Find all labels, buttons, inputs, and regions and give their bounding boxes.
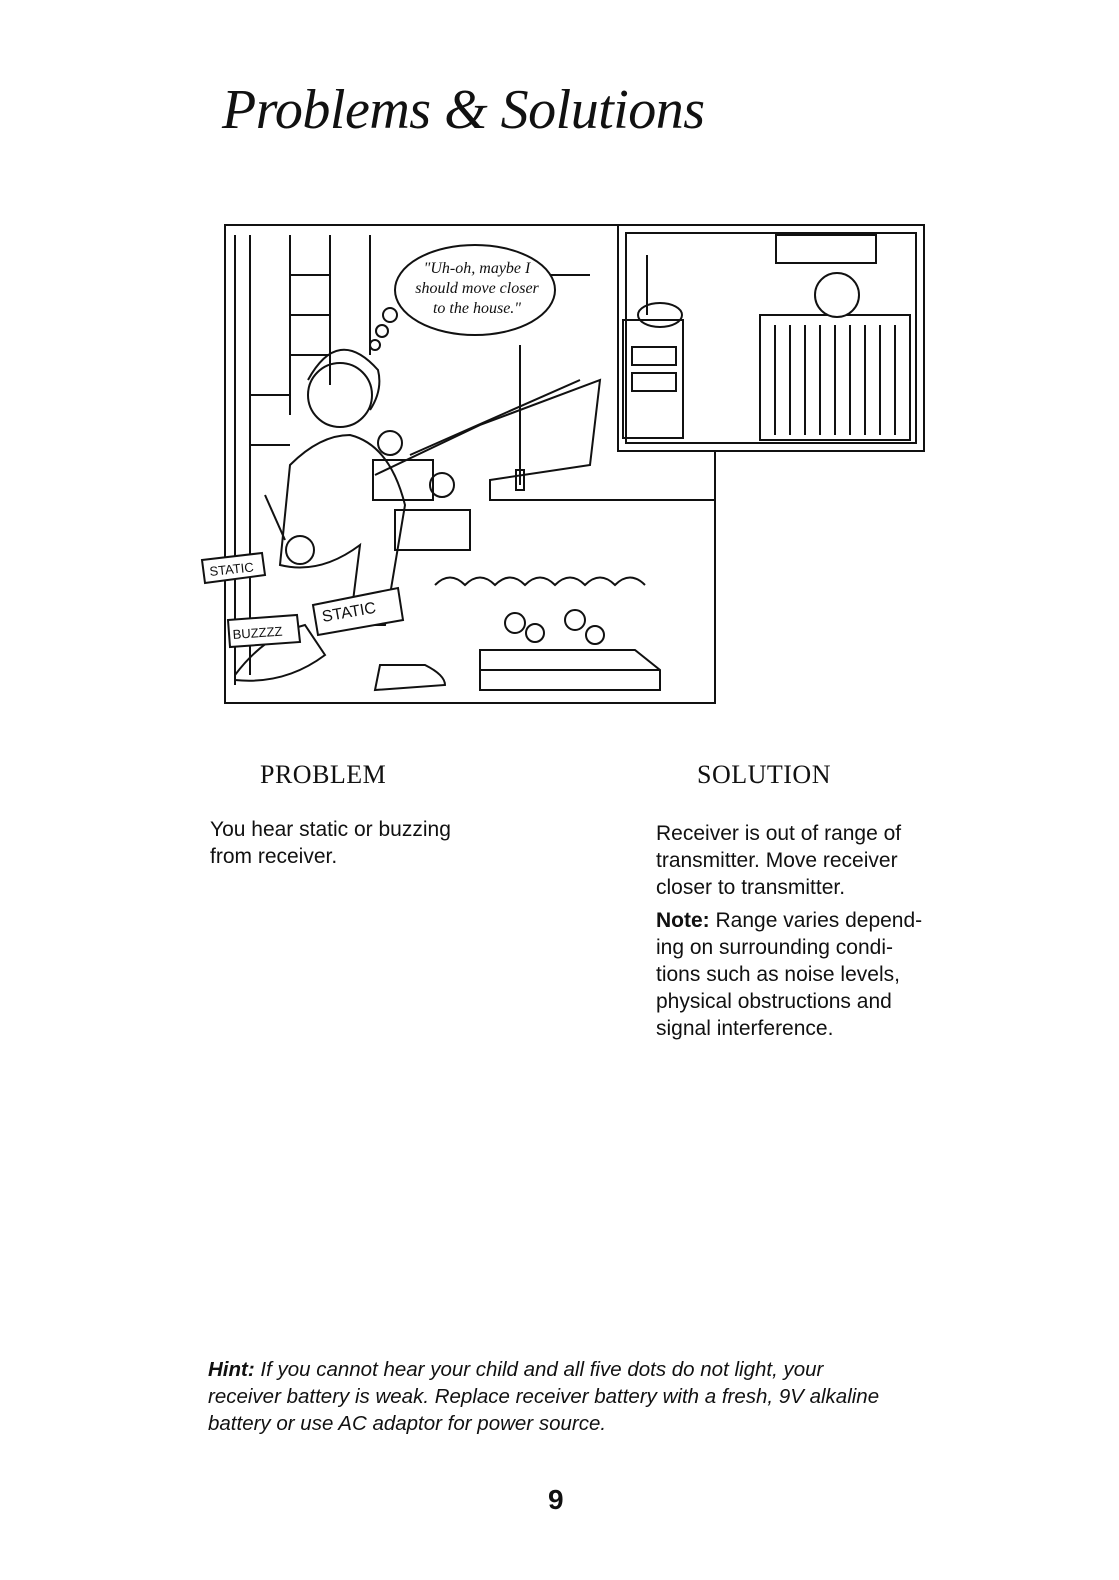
note-line: ing on surrounding condi- (656, 936, 893, 959)
problem-text (210, 816, 540, 870)
hint-line: battery or use AC adaptor for power source. (208, 1412, 607, 1435)
speech-line-2: should move closer (415, 280, 539, 297)
solution-line: Receiver is out of range of (656, 822, 902, 845)
solution-text (656, 820, 976, 1048)
note-line: signal interference. (656, 1017, 834, 1040)
hint-label: Hint: (208, 1358, 255, 1381)
problem-heading: PROBLEM (260, 760, 387, 789)
page-title: Problems & Solutions (222, 79, 705, 141)
note-line: Range varies depend- (715, 909, 923, 932)
solution-line: transmitter. Move receiver (656, 849, 898, 872)
hint-line: If you cannot hear your child and all five dots do not light, your (260, 1358, 824, 1381)
speech-line-1: "Uh-oh, maybe I (423, 260, 531, 277)
hint-block (208, 1356, 968, 1437)
illustration (180, 215, 940, 710)
note-line: physical obstructions and (656, 990, 892, 1013)
problem-line: from receiver. (210, 845, 338, 868)
hint-line: receiver battery is weak. Replace receiver battery with a fresh, 9V alkaline (208, 1385, 880, 1408)
static-label-2: STATIC (320, 599, 378, 626)
problem-line: You hear static or buzzing (210, 818, 451, 841)
note-line: tions such as noise levels, (656, 963, 900, 986)
speech-line-3: to the house." (432, 300, 522, 317)
solution-heading: SOLUTION (697, 760, 831, 789)
static-label-1: STATIC (208, 559, 255, 579)
note-label: Note: (656, 909, 710, 932)
solution-line: closer to transmitter. (656, 876, 846, 899)
buzz-label: BUZZZZ (232, 623, 283, 642)
page-number: 9 (548, 1484, 564, 1515)
